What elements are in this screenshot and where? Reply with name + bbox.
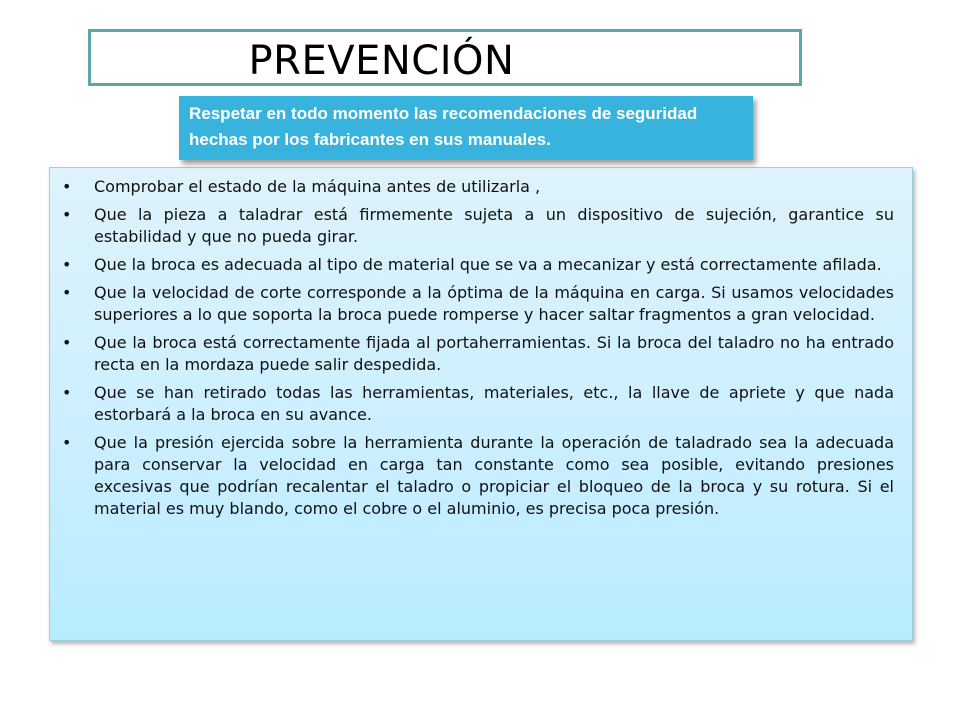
list-item bbox=[50, 254, 914, 276]
list-item-text: Comprobar el estado de la máquina antes de utilizarla , bbox=[94, 177, 541, 196]
bullet-icon: • bbox=[62, 255, 72, 274]
bullet-icon: • bbox=[62, 283, 72, 302]
list-item bbox=[50, 204, 914, 248]
list-item-text: Que la broca es adecuada al tipo de material que se va a mecanizar y está correctamente afilada. bbox=[94, 255, 882, 274]
list-item bbox=[50, 432, 914, 520]
list-item bbox=[50, 176, 914, 198]
list-item-text: Que la presión ejercida sobre la herramienta durante la operación de taladrado sea la adecuada para conservar la velocidad en carga tan constante como sea posible, evitando presiones excesivas que podrían recalentar el taladro o propiciar el bloqueo de la broca y su rotura. Si el material es muy blando, como el cobre o el aluminio, es precisa poca presión. bbox=[94, 433, 894, 518]
bullet-icon: • bbox=[62, 205, 72, 224]
page-title: PREVENCIÓN bbox=[248, 38, 515, 84]
bullet-icon: • bbox=[62, 177, 72, 196]
list-item bbox=[50, 332, 914, 376]
content-box bbox=[49, 167, 913, 641]
bullet-list bbox=[50, 176, 914, 526]
bullet-icon: • bbox=[62, 433, 72, 452]
list-item bbox=[50, 282, 914, 326]
bullet-icon: • bbox=[62, 333, 72, 352]
list-item-text: Que se han retirado todas las herramientas, materiales, etc., la llave de apriete y que nada estorbará a la broca en su avance. bbox=[94, 383, 894, 424]
list-item-text: Que la velocidad de corte corresponde a la óptima de la máquina en carga. Si usamos velocidades superiores a lo que soporta la broca puede romperse y hacer saltar fragmentos a gran velocidad. bbox=[94, 283, 894, 324]
list-item-text: Que la pieza a taladrar está firmemente sujeta a un dispositivo de sujeción, garantice su estabilidad y que no pueda girar. bbox=[94, 205, 894, 246]
list-item-text: Que la broca está correctamente fijada al portaherramientas. Si la broca del taladro no ha entrado recta en la mordaza puede salir despedida. bbox=[94, 333, 894, 374]
bullet-icon: • bbox=[62, 383, 72, 402]
callout-box bbox=[179, 96, 753, 160]
title-box bbox=[88, 29, 802, 86]
callout-text: Respetar en todo momento las recomendaciones de seguridad hechas por los fabricantes en sus manuales. bbox=[189, 104, 698, 149]
list-item bbox=[50, 382, 914, 426]
